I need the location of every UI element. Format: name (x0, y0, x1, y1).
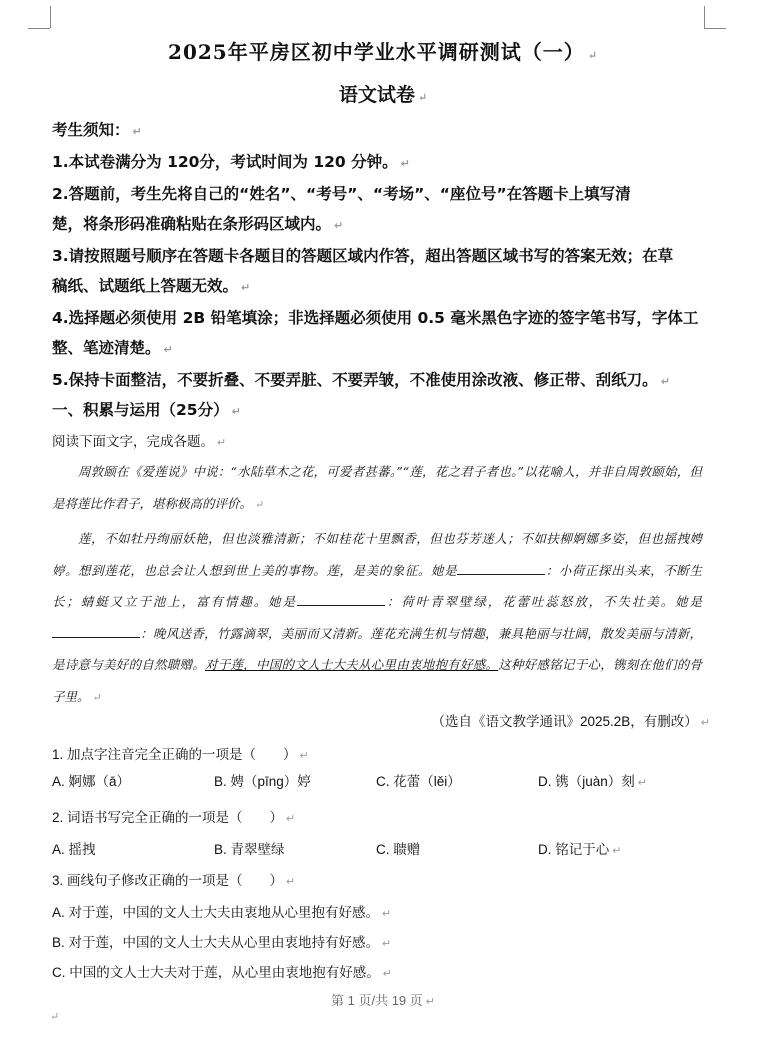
fill-blank (457, 562, 545, 575)
option-c: C. 花蕾（lěi） (376, 774, 461, 789)
section-title: 一、积累与运用（25分） ↵ (52, 401, 241, 419)
reading-passage (52, 456, 702, 713)
passage-paragraph-2: 莲，不如牡丹绚丽妖艳，但也淡雅清新；不如桂花十里飘香，但也芬芳迷人；不如扶柳婀娜多姿，但也摇拽娉婷。想到莲花，也总会让人想到世上美的事物。莲，是美的象征。她是 ：小荷正探出头来，不断生长；蜻蜓又立于池上，富有情趣。她是 ：荷叶青翠壁绿，花蕾吐蕊怒放，不失壮美。她是：晚风送香，竹露滴翠，美丽而又清新。莲花充满生机与情趣，兼具艳丽与壮阔，散发美丽与清新，是诗意与美好的自然聩赠。对于莲，中国的文人士大夫从心里由衷地抱有好感。这种好感铭记于心，镌刻在他们的骨子里。 ↵ (52, 531, 702, 704)
page-subtitle: 语文试卷 ↵ (338, 84, 428, 106)
notice-item: 1.本试卷满分为 120分，考试时间为 120 分钟。 ↵ (52, 153, 410, 171)
question-stem: 1. 加点字注音完全正确的一项是（ ） ↵ (52, 747, 309, 762)
section-intro: 阅读下面文字，完成各题。 ↵ (52, 434, 227, 449)
fill-blank (52, 625, 140, 638)
option-c: C. 聩赠 (376, 842, 421, 857)
notice-item: 5.保持卡面整洁，不要折叠、不要弄脏、不要弄皱，不准使用涂改液、修正带、刮纸刀。 ↵ (52, 371, 670, 389)
option-c: C. 中国的文人士大夫对于莲，从心里由衷地抱有好感。 ↵ (52, 965, 392, 980)
option-b: B. 对于莲，中国的文人士大夫从心里由衷地持有好感。 ↵ (52, 935, 392, 950)
notice-item: 4.选择题必须使用 2B 铅笔填涂；非选择题必须使用 0.5 毫米黑色字迹的签字笔书写，字体工 (52, 309, 699, 327)
question-stem: 2. 词语书写完全正确的一项是（ ） ↵ (52, 810, 296, 825)
option-a: A. 婀娜（ā） (52, 774, 131, 789)
option-d: D. 镌（juàn）刻 ↵ (538, 774, 647, 789)
passage-source: （选自《语文教学通讯》2025.2B，有删改） ↵ (431, 714, 710, 729)
passage-paragraph-1: 周敦颐在《爱莲说》中说：“水陆草木之花，可爱者甚蕃。”“莲，花之君子者也。”以花喻人，并非自周敦颐始，但是将莲比作君子，堪称极高的评价。 ↵ (52, 464, 702, 511)
notice-item: 2.答题前，考生先将自己的“姓名”、“考号”、“考场”、“座位号”在答题卡上填写清 (52, 185, 631, 203)
option-d: D. 铭记于心 ↵ (538, 842, 622, 857)
option-b: B. 青翠壁绿 (214, 842, 285, 857)
notice-heading: 考生须知： ↵ (52, 121, 142, 139)
notice-item: 整、笔迹清楚。 ↵ (52, 339, 173, 357)
paragraph-mark-icon: ↵ (50, 1010, 60, 1023)
option-a: A. 摇拽 (52, 842, 96, 857)
option-b: B. 娉（pīng）婷 (214, 774, 311, 789)
fill-blank (297, 593, 385, 606)
notice-item: 稿纸、试题纸上答题无效。 ↵ (52, 277, 251, 295)
notice-item: 3.请按照题号顺序在答题卡各题目的答题区域内作答，超出答题区域书写的答案无效；在草 (52, 247, 674, 265)
exam-notice (52, 115, 712, 397)
notice-item: 楚，将条形码准确粘贴在条形码区域内。 ↵ (52, 215, 344, 233)
option-a: A. 对于莲，中国的文人士大夫由衷地从心里抱有好感。 ↵ (52, 905, 392, 920)
page-footer: 第 1 页/共 19 页 ↵ (331, 993, 435, 1008)
page-title: 2025年平房区初中学业水平调研测试（一） ↵ (168, 40, 598, 64)
underlined-sentence: 对于莲，中国的文人士大夫从心里由衷地抱有好感。 (205, 657, 499, 672)
question-stem: 3. 画线句子修改正确的一项是（ ） ↵ (52, 873, 296, 888)
